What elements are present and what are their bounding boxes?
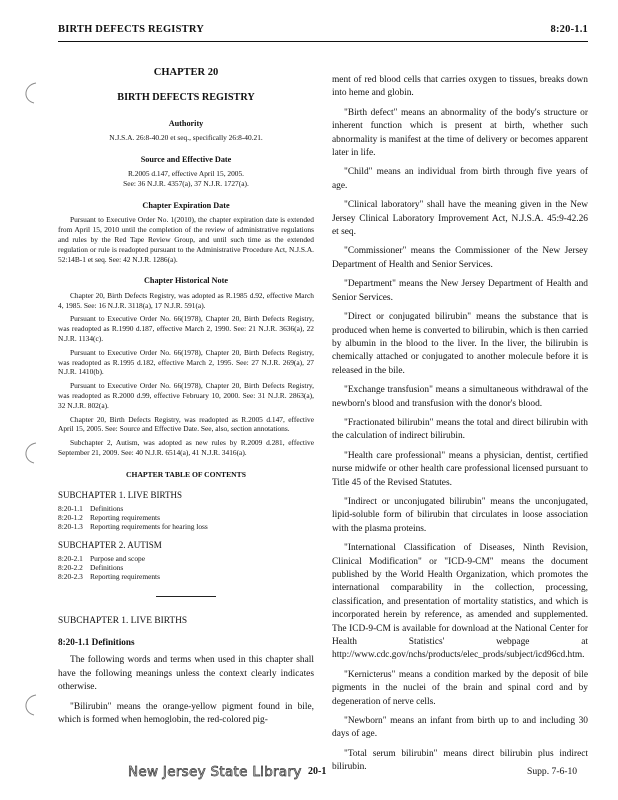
left-column [58,66,314,727]
toc-entry-label: Purpose and scope [90,553,146,563]
toc-entry [58,554,314,563]
history-note: Pursuant to Executive Order No. 66(1978), Chapter 20, Birth Defects Registry, was readopted as R.1995 d.182, effective March 2, 1995. See: 27 N.J.R. 269(a), 27 N.J.R. 1410(b). [58,347,314,377]
definition-paragraph: "Total serum bilirubin" means direct bilirubin plus indirect bilirubin. [332,748,588,773]
library-watermark: New Jersey State Library [128,764,302,780]
definition-paragraph: "Commissioner" means the Commissioner of the New Jersey Department of Health and Senior Services. [332,246,588,270]
source-heading: Source and Effective Date [140,155,232,165]
running-header [58,24,588,38]
body-paragraph: The following words and terms when used in this chapter shall have the following meanings unless the context clearly indicates otherwise. [58,655,314,693]
definition-paragraph: "Kernicterus" means a condition marked by the deposit of bile pigments in the nuclei of the brain and spinal cord and by degeneration of nerve cells. [332,669,588,707]
history-note: Pursuant to Executive Order No. 66(1978), Chapter 20, Birth Defects Registry, was readopted as R.1990 d.187, effective March 2, 1990. See: 21 N.J.R. 3636(a), 22 N.J.R. 1134(c). [58,314,314,343]
definition-paragraph: "Child" means an individual from birth through five years of age. [332,167,588,191]
history-note: Chapter 20, Birth Defects Registry, was readopted as R.2005 d.147, effective April 15, 2005. See: Source and Effective Date. See, also, section annotations. [58,414,314,434]
punch-hole-mark [18,440,44,466]
section-heading: 8:20-1.1 Definitions [58,636,135,647]
definition-paragraph: ment of red blood cells that carries oxygen to tissues, breaks down into heme and globin. [332,75,588,99]
page-number: 20-1 [308,766,327,777]
authority-heading: Authority [168,118,204,128]
toc-entry [58,513,314,522]
definition-paragraph: "Health care professional" means a physician, dentist, certified nurse midwife or other health care professional licensed pursuant to Title 45 of the Revised Statutes. [332,450,588,488]
toc-entry-number: 8:20-1.3 [58,522,83,532]
definition-paragraph: "Indirect or unconjugated bilirubin" means the unconjugated, lipid-soluble form of bilirubin that circulates in loose association with the plasma proteins. [332,496,588,534]
toc-entry-number: 8:20-1.2 [58,512,83,522]
definition-paragraph: "Clinical laboratory" shall have the meaning given in the New Jersey Clinical Laboratory Improvement Act, N.J.S.A. 45:9-42.26 et seq. [332,200,588,238]
toc-entry-label: Definitions [90,563,124,573]
subchapter-heading: SUBCHAPTER 1. LIVE BIRTHS [58,615,188,626]
running-header-title: BIRTH DEFECTS REGISTRY [58,24,205,35]
toc-divider [156,596,216,597]
toc-entry [58,563,314,572]
source-line: R.2005 d.147, effective April 15, 2005. [127,169,245,179]
definition-paragraph: "Direct or conjugated bilirubin" means the substance that is produced when heme is converted to bilirubin, which is then carried by albumin in the blood to the liver. In the liver, the bilirubin is chemically attached or conjugated to another molecule before it is released in the bile. [332,312,588,376]
toc-heading: CHAPTER TABLE OF CONTENTS [126,469,246,479]
punch-hole-mark [18,80,44,106]
right-column [332,74,588,775]
source-line: See: 36 N.J.R. 4357(a), 37 N.J.R. 1727(a). [123,179,249,189]
header-rule [58,41,588,42]
chapter-number: CHAPTER 20 [153,67,219,78]
chapter-title: BIRTH DEFECTS REGISTRY [117,92,255,104]
toc-entry-label: Reporting requirements [90,512,160,522]
punch-hole-mark [18,692,44,718]
toc-entry-label: Definitions [90,503,124,513]
toc-entry-number: 8:20-2.2 [58,563,83,573]
toc-entry-label: Reporting requirements [90,572,160,582]
toc-entry-label: Reporting requirements for hearing loss [90,522,208,532]
body-paragraph: "Bilirubin" means the orange-yellow pigment found in bile, which is formed when hemoglobin, the red-colored pig- [58,701,314,725]
definition-paragraph: "Department" means the New Jersey Department of Health and Senior Services. [332,279,588,303]
toc-entry-number: 8:20-1.1 [58,503,83,513]
toc-entry-number: 8:20-2.1 [58,553,83,563]
definition-paragraph: "Newborn" means an infant from birth up to and including 30 days of age. [332,716,588,740]
expiration-heading: Chapter Expiration Date [142,201,230,211]
authority-text: N.J.S.A. 26:8-40.20 et seq., specifically 26:8-40.21. [109,133,263,143]
toc-entry [58,504,314,513]
definition-paragraph: "Fractionated bilirubin" means the total and direct bilirubin with the calculation of indirect bilirubin. [332,417,588,442]
history-heading: Chapter Historical Note [144,276,228,286]
history-note: Pursuant to Executive Order No. 66(1978), Chapter 20, Birth Defects Registry, was readopted as R.2000 d.99, effective February 10, 2000. See: 31 N.J.R. 2863(a), 32 N.J.R. 802(a). [58,381,314,410]
toc-entry [58,522,314,531]
running-header-section: 8:20-1.1 [550,24,588,35]
expiration-text: Pursuant to Executive Order No. 1(2010), the chapter expiration date is extended from April 15, 2010 until the completion of the review of administrative regulations and rules by the Red Tape Review Group, and until such time as the extended regulation or rule is readopted pursuant to the Administrative Procedure Act, N.J.S.A. 52:14B-1 et seq. See: 42 N.J.R. 1286(a). [58,215,314,264]
history-note: Subchapter 2, Autism, was adopted as new rules by R.2009 d.281, effective September 21, 2009. See: 40 N.J.R. 6514(a), 41 N.J.R. 3416(a). [58,438,314,457]
toc-entry [58,572,314,581]
history-note: Chapter 20, Birth Defects Registry, was adopted as R.1985 d.92, effective March 4, 1985. See: 16 N.J.R. 3118(a), 17 N.J.R. 591(a). [58,290,314,310]
definition-paragraph: "Birth defect" means an abnormality of the body's structure or inherent function which is present at birth, whether such abnormality is manifest at the time of delivery or becomes apparent later in life. [332,107,588,159]
toc-subchapter: SUBCHAPTER 2. AUTISM [58,540,162,551]
definition-paragraph: "Exchange transfusion" means a simultaneous withdrawal of the newborn's blood and transfusion with the donor's blood. [332,385,588,409]
toc-subchapter: SUBCHAPTER 1. LIVE BIRTHS [58,490,182,501]
definition-paragraph: "International Classification of Diseases, Ninth Revision, Clinical Modification" or "ICD-9-CM" means the document published by the World Health Organization, which promotes the international comparability in the collection, processing, classification, and presentation of mortality statistics, and which is incorporated herein by reference, as amended and supplemented. The ICD-9-CM is available for download at the National Center for Health Statistics' webpage at http://www.cdc.gov/nchs/products/elec_prods/subject/icd96cd.htm. [332,543,588,661]
supplement-date: Supp. 7-6-10 [527,766,578,777]
toc-entry-number: 8:20-2.3 [58,572,83,582]
